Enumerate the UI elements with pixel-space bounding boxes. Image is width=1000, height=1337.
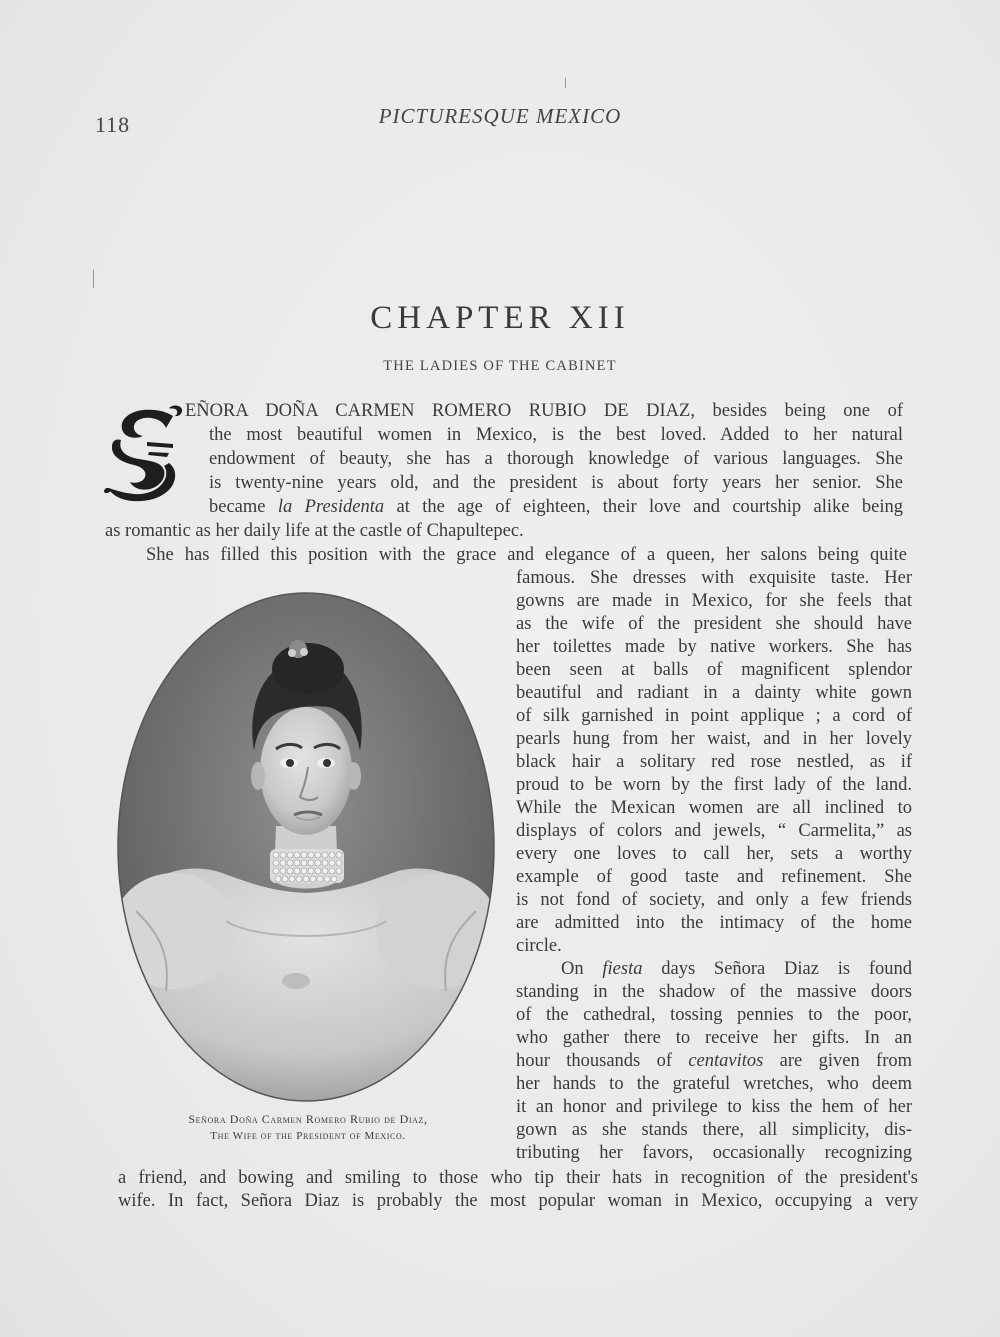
body-line: the most beautiful women in Mexico, is the best loved. Added to her natural — [209, 425, 903, 445]
body-line: been seen at balls of magnificent splendor — [516, 660, 912, 680]
body-line: circle. — [516, 936, 562, 956]
dropcap-ornament — [103, 404, 189, 504]
italic-presidenta: la Presidenta — [277, 497, 385, 517]
body-line: tributing her favors, occasionally recognizing — [516, 1143, 912, 1163]
body-line: gowns are made in Mexico, for she feels that — [516, 591, 912, 611]
body-line: is not fond of society, and only a few friends — [516, 890, 912, 910]
italic-fiesta: fiesta — [602, 959, 643, 979]
margin-mark — [93, 270, 94, 288]
body-line: hour thousands of centavitos are given from — [516, 1051, 912, 1071]
body-line: standing in the shadow of the massive doors — [516, 982, 912, 1002]
body-line: endowment of beauty, she has a thorough knowledge of various languages. She — [209, 449, 903, 469]
body-line: it an honor and privilege to kiss the hem of her — [516, 1097, 912, 1117]
body-line: every one loves to call her, sets a worthy — [516, 844, 912, 864]
body-line: She has filled this position with the grace and elegance of a queen, her salons being quite — [146, 545, 907, 565]
body-line: as romantic as her daily life at the castle of Chapultepec. — [105, 521, 524, 541]
margin-mark — [565, 78, 566, 88]
body-line: famous. She dresses with exquisite taste. Her — [516, 568, 912, 588]
figure-caption-line-2: The Wife of the President of Mexico. — [210, 1130, 406, 1142]
body-line: wife. In fact, Señora Diaz is probably the most popular woman in Mexico, occupying a very — [118, 1191, 918, 1211]
body-line: of silk garnished in point applique ; a cord of — [516, 706, 912, 726]
body-line: are admitted into the intimacy of the home — [516, 913, 912, 933]
running-head: PICTURESQUE MEXICO — [378, 104, 622, 128]
body-line: beautiful and radiant in a dainty white gown — [516, 683, 912, 703]
body-line: as the wife of the president she should have — [516, 614, 912, 634]
body-line: example of good taste and refinement. She — [516, 867, 912, 887]
figure-caption-line-1: Señora Doña Carmen Romero Rubio de Diaz, — [188, 1112, 428, 1126]
chapter-subtitle: THE LADIES OF THE CABINET — [383, 358, 617, 374]
body-line: a friend, and bowing and smiling to those who tip their hats in recognition of the president's — [118, 1168, 918, 1188]
body-line: of the cathedral, tossing pennies to the poor, — [516, 1005, 912, 1025]
body-line: became la Presidenta at the age of eighteen, their love and courtship alike being — [209, 497, 903, 517]
body-line: her toilettes made by native workers. She has — [516, 637, 912, 657]
body-line: proud to be worn by the first lady of the land. — [516, 775, 912, 795]
body-line: is twenty-nine years old, and the president is about forty years her senior. She — [209, 473, 903, 493]
body-line: While the Mexican women are all inclined to — [516, 798, 912, 818]
body-line: gown as she stands there, all simplicity, dis- — [516, 1120, 912, 1140]
page-number: 118 — [95, 112, 131, 137]
body-line: pearls hung from her waist, and in her lovely — [516, 729, 912, 749]
portrait-image — [116, 591, 496, 1103]
body-line: displays of colors and jewels, “ Carmelita,” as — [516, 821, 912, 841]
italic-centavitos: centavitos — [688, 1051, 764, 1071]
body-line: On fiesta days Señora Diaz is found — [561, 959, 912, 979]
body-line: EÑORA DOÑA CARMEN ROMERO RUBIO DE DIAZ, besides being one of — [185, 401, 903, 421]
chapter-title: CHAPTER XII — [370, 300, 630, 336]
body-line: black hair a solitary red rose nestled, as if — [516, 752, 912, 772]
body-line: who gather there to receive her gifts. In an — [516, 1028, 912, 1048]
body-line: her hands to the grateful wretches, who deem — [516, 1074, 912, 1094]
